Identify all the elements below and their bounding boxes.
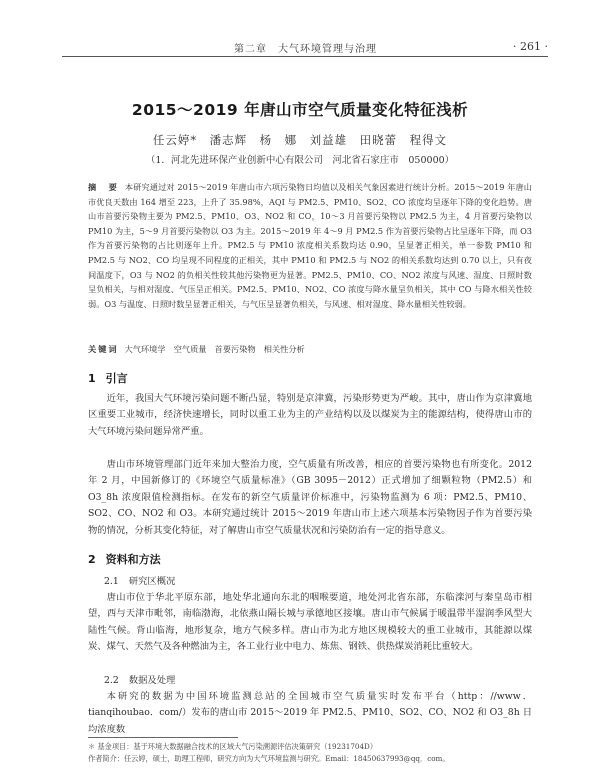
chapter-title: 第二章 大气环境管理与治理 — [234, 44, 377, 55]
section-heading-intro — [88, 370, 128, 386]
keywords-text: 大气环境学 空气质量 首要污染物 相关性分析 — [124, 344, 305, 354]
subsection-number: 2.1 — [104, 576, 119, 587]
footnote-divider — [88, 737, 238, 738]
footnote-fund: ＊ 基金项目：基于环境大数据融合技术的区域大气污染溯源评估决策研究（19231704D） — [88, 742, 378, 751]
abstract-label: 摘 要 — [88, 182, 119, 192]
paragraph: 本研究的数据为中国环境监测总站的全国城市空气质量实时发布平台（http：//www．tianqihoubao．com/）发布的唐山市 2015～2019 年 PM2.5、PM10、SO2、CO、NO2 和 O3_8h 日均浓度数 — [88, 691, 532, 735]
running-header — [62, 38, 548, 57]
abstract — [88, 180, 532, 311]
keywords — [88, 344, 532, 355]
subsection-title: 研究区概况 — [128, 576, 176, 587]
subsection-title: 数据及处理 — [128, 675, 176, 686]
paragraph: 唐山市位于华北平原东部，地处华北通向东北的咽喉要道，地处河北省东部，东临滦河与秦皇岛市相望，西与天津市毗邻，南临渤海，北依燕山隔长城与承德地区接壤。唐山市气候属于暖温带半湿润季风型大陆性气候。背山临海，地形复杂，地方气候多样。唐山市为北方地区规模较大的重工业城市，其能源以煤炭、煤气、天然气及各种燃油为主，各工业行业中电力、炼焦、钢铁、供热煤炭消耗比重较大。 — [88, 592, 532, 653]
author-list: 任云婷* 潘志辉 杨 娜 刘益雄 田晓蕾 程得文 — [152, 133, 448, 147]
subsection-heading — [104, 573, 175, 587]
section-heading-methods — [88, 551, 161, 567]
paragraph: 唐山市环境管理部门近年来加大整治力度，空气质量有所改善，相应的首要污染物也有所变化。2012 年 2 月，中国新修订的《环境空气质量标准》（GB 3095－2012）正式增加了细颗粒物（PM2.5）和 O3_8h 浓度限值检测指标。在发布的新空气质量评价标准中，污染物监测为 6 项：PM2.5、PM10、SO2、CO、NO2 和 O3。本研究通过统计 2015～2019 年唐山市上述六项基本污染物因子作为首要污染物的情况，分析其变化特征，对了解唐山市空气质量状况和污染防治有一定的指导意义。 — [88, 459, 532, 536]
affiliation: （1．河北先进环保产业创新中心有限公司 河北省石家庄市 050000） — [145, 155, 455, 166]
paper-title: 2015～2019 年唐山市空气质量变化特征浅析 — [131, 101, 469, 119]
footnote-author: 作者简介：任云婷，硕士，助理工程师，研究方向为大气环境监测与研究。Email：18450637993@qq．com。 — [88, 754, 450, 763]
subsection-heading — [104, 672, 175, 686]
section-title: 资料和方法 — [105, 553, 161, 566]
keywords-label: 关键词 — [88, 344, 119, 354]
section-number: 2 — [88, 553, 96, 566]
subsection-number: 2.2 — [104, 675, 119, 686]
abstract-text: 本研究通过对 2015～2019 年唐山市六项污染物日均值以及相关气象因素进行统计分析。2015～2019 年唐山市优良天数由 164 增至 223，上升了 35.98%，AQI 与 PM2.5、PM10、SO2、CO 浓度均呈逐年下降的变化趋势。唐山市首要污染物主要为 PM2.5、PM10、O3、NO2 和 CO，10～3 月首要污染物以 PM2.5 为主，4 月首要污染物以 PM10 为主，5～9 月首要污染物以 O3 为主。2015～2019 年 4～9 月 PM2.5 作为首要污染物占比呈逐年下降，而 O3 作为首要污染物的占比则逐年上升。PM2.5 与 PM10 浓度相关系数均达 0.90，呈显著正相关，单一参数 PM10 和 PM2.5 与 NO2、CO 均呈现不同程度的正相关，其中 PM10 和 PM2.5 与 NO2 的相关系数均达到 0.70 以上，只有夜间温度下，O3 与 NO2 的负相关性较其他污染物更为显著。PM2.5、PM10、CO、NO2 浓度与风速、湿度、日照时数呈负相关，与相对湿度、气压呈正相关。PM2.5、PM10、NO2、CO 浓度与降水量呈负相关，其中 CO 与降水相关性较弱。O3 与温度、日照时数呈显著正相关，与气压呈显著负相关，与风速、相对湿度、降水量相关性较弱。 — [88, 182, 532, 309]
section-number: 1 — [88, 372, 96, 385]
section-title: 引言 — [105, 372, 128, 385]
page-number: · 261 · — [513, 40, 548, 53]
paragraph: 近年，我国大气环境污染问题不断凸显，特别是京津冀，污染形势更为严峻。其中，唐山作为京津冀地区重要工业城市，经济快速增长，同时以重工业为主的产业结构以及以煤炭为主的能源结构，使得唐山市的大气环境污染问题异常严重。 — [88, 393, 532, 437]
